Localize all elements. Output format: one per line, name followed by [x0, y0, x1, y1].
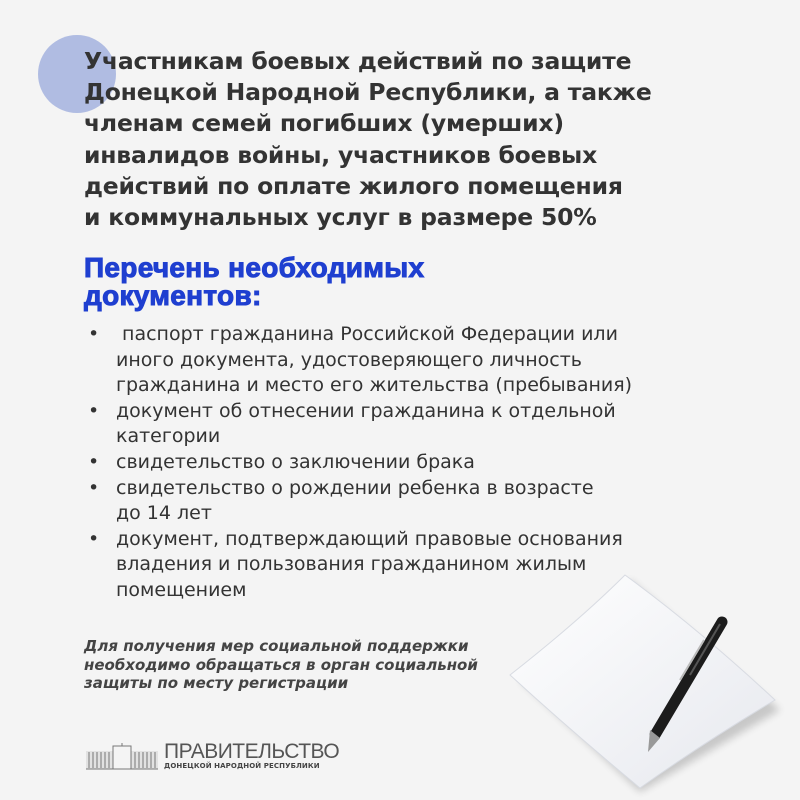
list-item [88, 450, 728, 476]
title-line: Участникам боевых действий по защите [84, 47, 632, 75]
list-item [88, 399, 728, 450]
bullet-icon: • [88, 399, 100, 422]
list-item-line: свидетельство о заключении брака [116, 450, 475, 473]
list-item [88, 322, 728, 399]
title-line: и коммунальных услуг в размере 50% [84, 203, 597, 232]
list-item-line: владения и пользования гражданином жилым [116, 553, 587, 576]
page-title [84, 46, 784, 233]
list-item-line: документ об отнесении гражданина к отдельной [116, 399, 616, 422]
list-item-line: паспорт гражданина Российской Федерации или [116, 323, 618, 345]
list-item-line: свидетельство о рождении ребенка в возрасте [116, 476, 594, 499]
note-line: защиты по месту регистрации [84, 674, 349, 692]
title-line: членам семей погибших (умерших) [84, 109, 564, 138]
government-logo [86, 742, 339, 771]
paper-sheet [510, 575, 775, 788]
list-item-line: до 14 лет [116, 502, 212, 525]
note-line: необходимо обращаться в орган социальной [84, 655, 478, 674]
list-item-line: гражданина и место его жительства (пребывания) [116, 374, 633, 397]
list-item-line: иного документа, удостоверяющего личность [116, 348, 582, 371]
title-line: действий по оплате жилого помещения [84, 171, 623, 200]
bullet-icon: • [88, 450, 100, 473]
list-item-line: помещением [116, 578, 247, 601]
heading-line: документов: [84, 280, 262, 311]
paper-and-pen-illustration [490, 560, 790, 800]
title-line: Донецкой Народной Республики, а также [84, 78, 652, 107]
logo-subtitle: ДОНЕЦКОЙ НАРОДНОЙ РЕСПУБЛИКИ [164, 762, 320, 770]
bullet-icon: • [88, 476, 100, 499]
logo-title: ПРАВИТЕЛЬСТВО [164, 740, 340, 763]
bullet-icon: • [88, 527, 100, 550]
list-item [88, 476, 728, 527]
note-line: Для получения мер социальной поддержки [84, 637, 469, 655]
list-item-line: документ, подтверждающий правовые основания [116, 527, 623, 550]
heading-line: Перечень необходимых [84, 252, 425, 283]
contact-note [84, 637, 478, 693]
list-item-line: категории [116, 425, 221, 448]
government-building-icon [86, 743, 158, 771]
documents-heading [84, 254, 424, 310]
title-line: инвалидов войны, участников боевых [84, 140, 598, 169]
bullet-icon: • [88, 323, 100, 345]
